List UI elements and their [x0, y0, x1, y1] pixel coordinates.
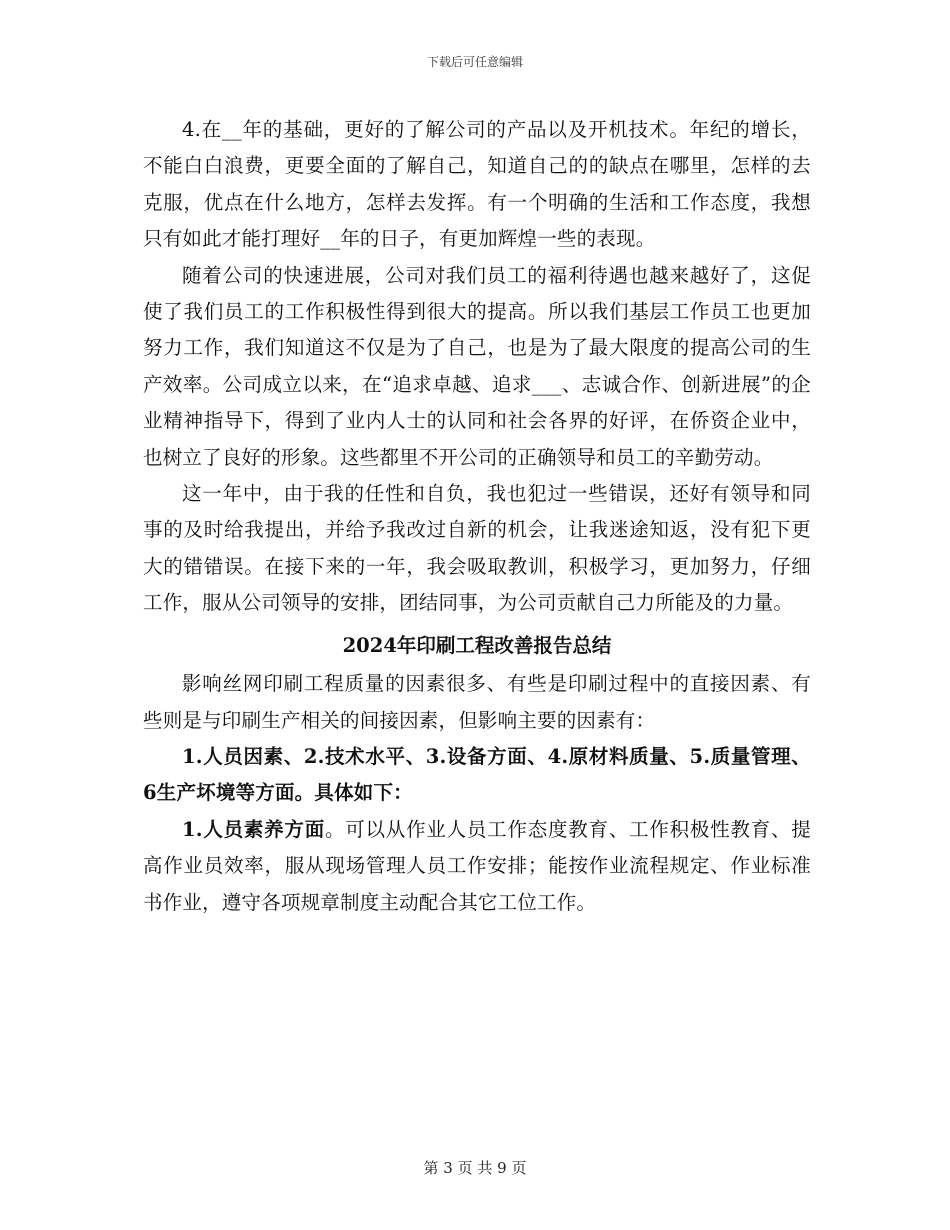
- paragraph-personnel: [143, 812, 811, 921]
- document-body: [143, 112, 811, 921]
- section-heading: 2024年印刷工程改善报告总结: [342, 633, 612, 657]
- personnel-text: 。可以从作业人员工作态度教育、工作积极性教育、提高作业员效率，服从现场管理人员工作安排；能按作业流程规定、作业标准书作业，遵守各项规章制度主动配合其它工位工作。: [143, 817, 811, 914]
- paragraph-3: 这一年中，由于我的任性和自负，我也犯过一些错误，还好有领导和同事的及时给我提出，并给予我改过自新的机会，让我迷途知返，没有犯下更大的错错误。在接下来的一年，我会吸取教训，积极学习，更加努力，仔细工作，服从公司领导的安排，团结同事，为公司贡献自己力所能及的力量。: [143, 482, 811, 615]
- paragraph-4: 影响丝网印刷工程质量的因素很多、有些是印刷过程中的直接因素、有些则是与印刷生产相关的间接因素，但影响主要的因素有：: [143, 672, 811, 732]
- paragraph-2: 随着公司的快速进展，公司对我们员工的福利待遇也越来越好了，这促使了我们员工的工作积极性得到很大的提高。所以我们基层工作员工也更加努力工作，我们知道这不仅是为了自己，也是为了最大限度的提高公司的生产效率。公司成立以来，在“追求卓越、追求___、志诚合作、创新进展”的企业精神指导下，得到了业内人士的认同和社会各界的好评，在侨资企业中，也树立了良好的形象。这些都里不开公司的正确领导和员工的辛勤劳动。: [143, 263, 811, 469]
- page-number: 第 3 页 共 9 页: [423, 1159, 527, 1177]
- paragraph-factors-list: 1.人员因素、2.技术水平、3.设备方面、4.原材料质量、5.质量管理、6生产坏境等方面。具体如下：: [143, 744, 811, 805]
- personnel-lead: 1.人员素养方面: [182, 817, 325, 841]
- paragraph-1: 4.在__年的基础，更好的了解公司的产品以及开机技术。年纪的增长，不能白白浪费，更要全面的了解自己，知道自己的的缺点在哪里，怎样的去克服，优点在什么地方，怎样去发挥。有一个明确的生活和工作态度，我想只有如此才能打理好__年的日子，有更加辉煌一些的表现。: [143, 118, 811, 251]
- page-header: 下载后可任意编辑: [426, 55, 523, 69]
